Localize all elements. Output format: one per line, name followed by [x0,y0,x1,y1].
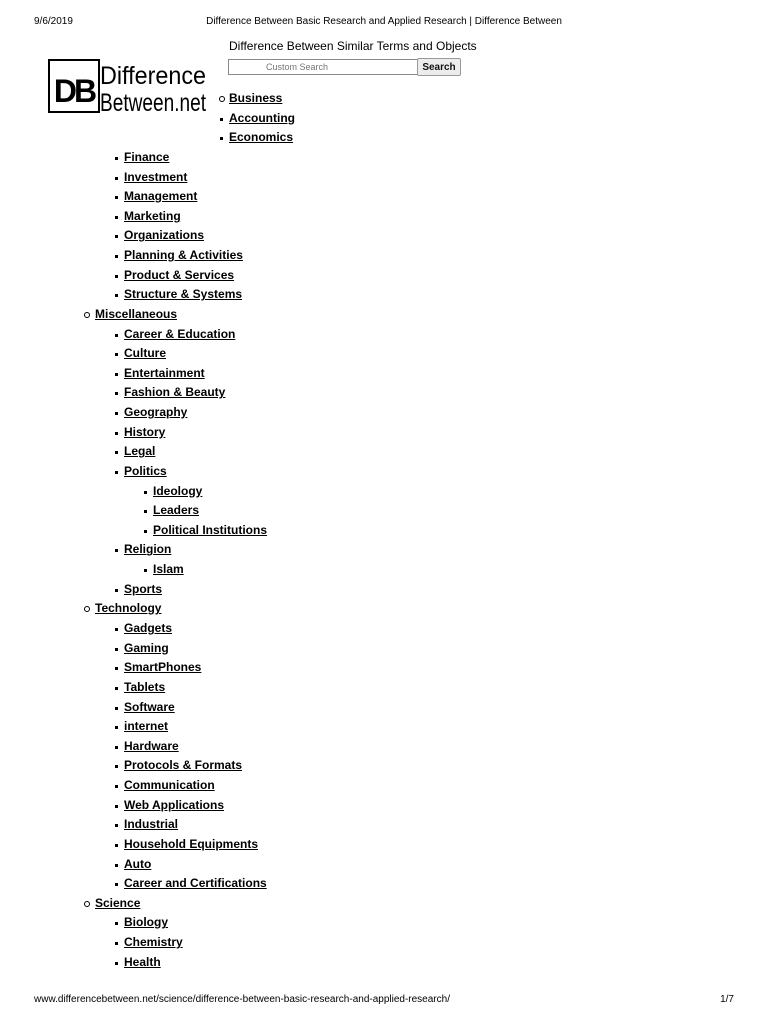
menu-link[interactable]: Accounting [229,110,295,125]
menu-link[interactable]: Ideology [153,483,203,498]
menu-link[interactable]: Gadgets [124,621,173,635]
menu-link[interactable]: SmartPhones [124,660,202,675]
site-tagline: Difference Between Similar Terms and Objects [229,39,477,53]
menu-link[interactable]: Fashion & Beauty [124,385,226,400]
menu-link[interactable]: Investment [124,169,188,184]
menu-link[interactable]: Marketing [124,208,181,223]
menu-link[interactable]: Politics [124,463,167,478]
menu-link[interactable]: Islam [153,562,184,577]
print-title: Difference Between Basic Research and Applied Research | Difference Between [206,16,562,27]
menu-link[interactable]: Career & Education [124,326,236,341]
menu-link[interactable]: Culture [124,346,166,361]
menu-link[interactable]: Science [95,895,141,910]
menu-link[interactable]: Entertainment [124,365,205,380]
menu-link[interactable]: History [124,424,166,439]
menu-link[interactable]: Political Institutions [153,522,268,537]
print-page-number: 1/7 [720,994,734,1005]
print-header [34,16,734,30]
menu-link[interactable]: Protocols & Formats [124,758,243,773]
menu-link[interactable]: Miscellaneous [95,306,178,321]
menu-link[interactable]: Gaming [124,640,169,655]
menu-link[interactable]: Geography [124,405,188,420]
menu-link[interactable]: Product & Services [124,267,235,282]
print-url: www.differencebetween.net/science/difference-between-basic-research-and-applied-research/ [34,994,450,1005]
menu-link[interactable]: Communication [124,778,215,793]
menu-link[interactable]: Industrial [124,817,179,832]
menu-link[interactable]: Business [229,91,283,105]
menu-link[interactable]: Management [124,189,198,204]
print-date: 9/6/2019 [34,16,73,27]
menu-link[interactable]: Legal [124,444,156,459]
logo-mark: DB [53,73,95,109]
site-logo[interactable] [48,58,208,118]
logo-line-1: Difference [100,62,206,90]
search-button[interactable]: Search [417,58,461,76]
menu-link[interactable]: Religion [124,542,172,557]
menu-link[interactable]: Chemistry [124,935,183,950]
menu-link[interactable]: Biology [124,915,168,930]
print-footer [34,994,734,1008]
menu-link[interactable]: Career and Certifications [124,876,267,891]
menu-link[interactable]: Web Applications [124,797,225,812]
menu-link[interactable]: Structure & Systems [124,287,243,302]
menu-link[interactable]: Software [124,699,175,714]
logo-line-2: Between.net [100,89,207,117]
menu-link[interactable]: Leaders [153,503,200,518]
menu-link[interactable]: internet [124,719,169,734]
menu-link[interactable]: Auto [124,856,152,871]
menu-link[interactable]: Economics [229,130,294,145]
menu-link[interactable]: Technology [95,601,162,616]
menu-link[interactable]: Organizations [124,228,205,243]
menu-link[interactable]: Household Equipments [124,836,259,851]
menu-link[interactable]: Health [124,954,161,969]
menu-link[interactable]: Finance [124,149,170,164]
menu-link[interactable]: Planning & Activities [124,248,243,263]
menu-link[interactable]: Sports [124,581,163,596]
logo-graphic [48,58,208,118]
menu-link[interactable]: Tablets [124,679,166,694]
menu-link[interactable]: Hardware [124,738,179,753]
